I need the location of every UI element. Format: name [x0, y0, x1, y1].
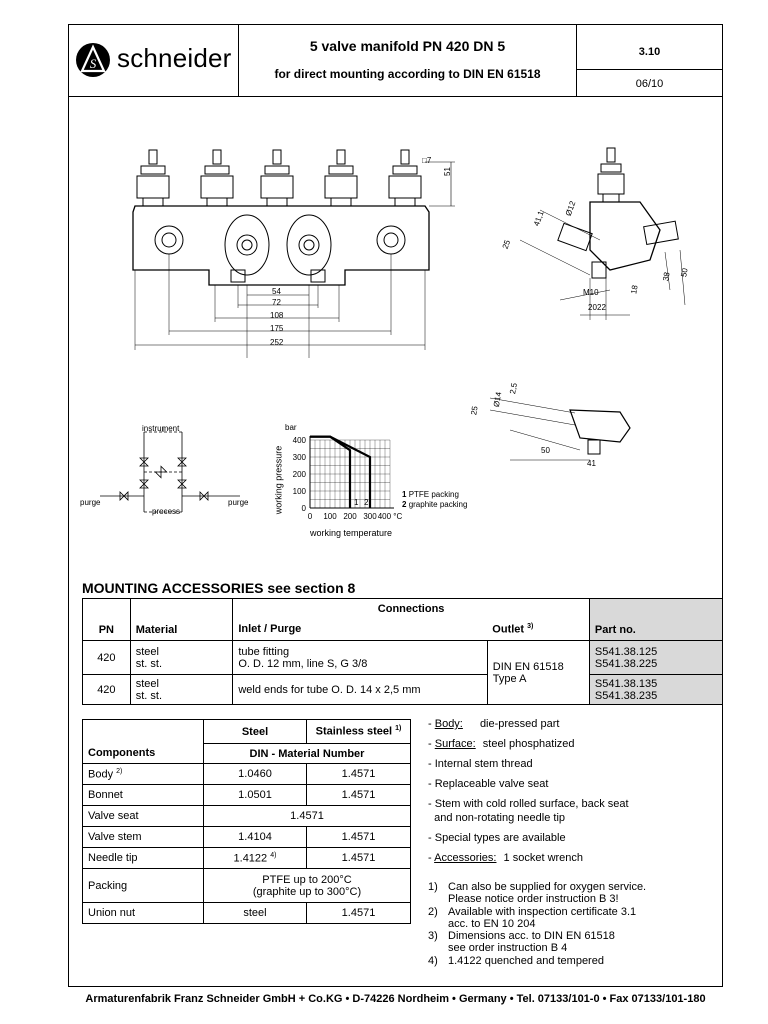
dim-50: 50 [679, 267, 690, 278]
footnote-2-text [448, 906, 636, 931]
mat-body-footnote: 2) [116, 767, 123, 775]
schematic-instrument-label: instrument [142, 424, 180, 433]
chart-curve-label-1: 1 [354, 498, 359, 507]
mat-bonnet-name: Bonnet [83, 785, 204, 806]
mat-nut-ss: 1.4571 [307, 903, 411, 924]
materials-row-body [83, 764, 411, 785]
legend-num-2: 2 [402, 500, 407, 509]
dim-108: 108 [270, 311, 284, 320]
note-accessories-value: 1 socket wrench [503, 852, 584, 864]
mat-nut-steel: steel [204, 903, 307, 924]
title-cell [239, 25, 577, 96]
sheet-number: 3.10 [638, 46, 661, 58]
dim-dia-12: Ø12 [563, 199, 578, 218]
valve-stem-1 [137, 150, 169, 206]
dim-22: 22 [597, 303, 606, 312]
mat-packing-name: Packing [83, 869, 204, 903]
footnotes [428, 881, 723, 967]
footnote-1 [428, 881, 723, 906]
footnote-2-line1: Available with inspection certificate 3.1 [448, 905, 637, 918]
chart-y-tick-label: 0 [301, 504, 306, 513]
materials-components-header: Components [83, 720, 204, 764]
note-valve-seat: - Replaceable valve seat [428, 778, 549, 790]
row1-pn: 420 [83, 641, 131, 675]
dim-54: 54 [272, 287, 281, 296]
chart-curve-label-2: 2 [364, 498, 369, 507]
dim-m10: M10 [583, 288, 599, 297]
note-special-types: - Special types are available [428, 832, 566, 844]
row2-mat-steel: steel [135, 677, 159, 690]
note-stem-surface-line1: Stem with cold rolled surface, back seat [434, 798, 629, 810]
dim-square-7: □7 [422, 156, 432, 165]
schematic-process-label: process [152, 507, 181, 516]
dim-2-5: 2,5 [508, 382, 519, 395]
row1-material [130, 641, 233, 675]
schneider-logo-icon [75, 42, 111, 78]
dim-weld-41: 41 [587, 459, 596, 468]
valve-stem-2 [201, 150, 233, 206]
row1-part-2: S541.38.225 [594, 657, 658, 670]
note-valve-seat-text: Replaceable valve seat [434, 778, 549, 790]
manifold-front-view-drawing [125, 140, 465, 365]
note-body-value: die-pressed part [479, 718, 560, 730]
mat-stem-steel: 1.4104 [204, 827, 307, 848]
row1-part-1: S541.38.125 [594, 645, 658, 658]
row1-inlet [233, 641, 487, 675]
note-stem-thread: - Internal stem thread [428, 758, 533, 770]
legend-entry-ptfe [402, 490, 467, 500]
chart-x-tick-label: 300 [363, 512, 377, 521]
accessories-row-1 [83, 641, 723, 675]
outlet-value-line2: Type A [492, 672, 527, 685]
header-block [68, 24, 723, 97]
schematic-purge-left-label: purge [80, 498, 101, 507]
note-stem-surface: - Stem with cold rolled surface, back seat and non-rotating needle tip [428, 798, 629, 824]
logo-cell [69, 25, 239, 96]
accessories-outlet-value [487, 641, 589, 705]
accessories-inlet-header: Inlet / Purge [233, 619, 487, 641]
mat-nut-name: Union nut [83, 903, 204, 924]
note-stem-thread-text: Internal stem thread [434, 758, 533, 770]
footnote-2-line2: acc. to EN 10 204 [448, 917, 536, 930]
row1-mat-ss: st. st. [135, 657, 163, 670]
footnote-1-num: 1) [428, 881, 438, 893]
svg-text:S: S [89, 56, 97, 71]
footnote-3 [428, 930, 723, 955]
dim-51: 51 [442, 167, 452, 176]
footnote-3-num: 3) [428, 930, 438, 943]
note-body-label: Body: [434, 718, 463, 730]
accessories-connections-header: Connections [233, 599, 590, 619]
chart-x-tick-label: 400 °C [377, 512, 403, 521]
ss-header-footnote: 1) [395, 725, 402, 733]
accessories-pn-header: PN [83, 599, 131, 641]
mat-bonnet-ss: 1.4571 [307, 785, 411, 806]
chart-y-tick-label: 200 [292, 470, 306, 479]
outlet-header-text: Outlet [492, 623, 525, 636]
outlet-header-footnote: 3) [527, 622, 534, 630]
chart-x-tick-label: 100 [323, 512, 337, 521]
footnote-1-line1: Can also be supplied for oxygen service. [448, 881, 647, 893]
mat-needle-ss: 1.4571 [307, 848, 411, 869]
dim-weld-25: 25 [469, 405, 480, 416]
chart-unit-label: bar [285, 423, 297, 432]
materials-steel-header: Steel [204, 720, 307, 744]
sheet-date: 06/10 [635, 78, 664, 90]
row2-part [589, 675, 722, 705]
note-accessories: - Accessories: 1 socket wrench [428, 852, 584, 864]
mat-packing-line1: PTFE up to 200°C [262, 873, 352, 886]
chart-y-tick-label: 100 [292, 487, 306, 496]
chart-legend [402, 490, 467, 510]
legend-entry-graphite [402, 500, 467, 510]
dim-41-1: 41,1 [531, 209, 546, 228]
accessories-part-header: Part no. [589, 599, 722, 641]
footnote-4-line1: 1.4122 quenched and tempered [448, 954, 604, 967]
note-accessories-label: Accessories: [434, 852, 497, 864]
outlet-value-line1: DIN EN 61518 [492, 660, 564, 673]
valve-stem-4 [325, 150, 357, 206]
footnote-1-text [448, 881, 646, 906]
chart-x-tick-label: 200 [343, 512, 357, 521]
materials-din-header: DIN - Material Number [204, 744, 411, 764]
mat-bonnet-steel: 1.0501 [204, 785, 307, 806]
chart-y-tick-label: 400 [292, 436, 306, 445]
legend-text-ptfe: PTFE packing [408, 490, 459, 499]
legend-text-graphite: graphite packing [408, 500, 468, 509]
dim-weld-50: 50 [541, 446, 550, 455]
chart-y-axis-label: working pressure [273, 445, 284, 515]
accessories-table [82, 598, 723, 705]
note-special-types-text: Special types are available [434, 832, 566, 844]
mat-stem-ss: 1.4571 [307, 827, 411, 848]
sheet-divider [577, 69, 722, 70]
legend-num-1: 1 [402, 490, 407, 499]
materials-row-needle-tip [83, 848, 411, 869]
mat-body-ss: 1.4571 [307, 764, 411, 785]
note-surface-label: Surface: [434, 738, 476, 750]
footnote-1-line2: Please notice order instruction B 3! [448, 893, 619, 906]
ss-header-text: Stainless steel [315, 725, 393, 738]
pressure-temperature-chart [268, 420, 408, 540]
mat-body-steel: 1.0460 [204, 764, 307, 785]
materials-row-valve-seat [83, 806, 411, 827]
footnote-4 [428, 955, 723, 967]
valve-stem-3 [261, 150, 293, 206]
note-stem-surface-line2: and non-rotating needle tip [434, 812, 566, 824]
dim-20: 20 [588, 303, 597, 312]
row2-pn: 420 [83, 675, 131, 705]
product-title: 5 valve manifold PN 420 DN 5 [309, 38, 506, 54]
materials-ss-header [307, 720, 411, 744]
accessories-outlet-header [487, 619, 589, 641]
accessories-material-header: Material [130, 599, 233, 641]
row2-material [130, 675, 233, 705]
sheet-cell [577, 25, 722, 96]
footnote-3-line1: Dimensions acc. to DIN EN 61518 [448, 930, 615, 943]
dim-25: 25 [500, 238, 513, 251]
chart-x-tick-label: 0 [307, 512, 313, 521]
accessories-title: MOUNTING ACCESSORIES see section 8 [82, 580, 356, 596]
materials-row-bonnet [83, 785, 411, 806]
mat-body-name-text: Body [88, 768, 114, 781]
dim-175: 175 [270, 324, 284, 333]
footnote-2-num: 2) [428, 905, 438, 918]
materials-row-union-nut [83, 903, 411, 924]
materials-row-valve-stem [83, 827, 411, 848]
row2-part-1: S541.38.135 [594, 677, 658, 690]
mat-needle-footnote: 4) [270, 851, 277, 859]
mat-packing-line2: (graphite up to 300°C) [252, 885, 362, 898]
dim-252: 252 [270, 338, 284, 347]
row1-inlet-line2: O. D. 12 mm, line S, G 3/8 [238, 657, 368, 670]
mat-needle-steel-text: 1.4122 [233, 852, 268, 865]
note-surface: - Surface: steel phosphatized [428, 738, 575, 750]
mat-needle-steel [204, 848, 307, 869]
chart-svg [268, 420, 408, 540]
product-subtitle: for direct mounting according to DIN EN 61518 [274, 67, 541, 81]
mat-seat-name: Valve seat [83, 806, 204, 827]
brand-name: schneider [117, 43, 232, 73]
dim-72: 72 [272, 298, 281, 307]
chart-x-axis-label: working temperature [310, 528, 393, 538]
materials-table [82, 719, 411, 924]
row1-inlet-line1: tube fitting [238, 645, 290, 658]
dim-dia-14: Ø14 [491, 391, 504, 408]
company-footer: Armaturenfabrik Franz Schneider GmbH + Co.KG • D-74226 Nordheim • Germany • Tel. 07133/101-0 • Fax 07133/101-180 [85, 993, 706, 1005]
mat-packing-value [204, 869, 411, 903]
footnote-2 [428, 906, 723, 931]
footnote-3-line2: see order instruction B 4 [448, 942, 568, 955]
chart-y-tick-label: 300 [292, 453, 306, 462]
footnote-4-num: 4) [428, 954, 438, 967]
row1-mat-steel: steel [135, 645, 159, 658]
schematic-purge-right-label: purge [228, 498, 249, 507]
note-body: - Body: die-pressed part [428, 718, 560, 730]
footnote-3-text [448, 930, 615, 955]
dim-18: 18 [629, 284, 640, 295]
dim-38: 38 [661, 271, 672, 282]
row2-part-2: S541.38.235 [594, 689, 658, 702]
accessories-row-2 [83, 675, 723, 705]
row2-inlet: weld ends for tube O. D. 14 x 2,5 mm [233, 675, 487, 705]
row1-part [589, 641, 722, 675]
mat-stem-name: Valve stem [83, 827, 204, 848]
row2-mat-ss: st. st. [135, 689, 163, 702]
mat-needle-name: Needle tip [83, 848, 204, 869]
materials-row-packing [83, 869, 411, 903]
mat-seat-value: 1.4571 [204, 806, 411, 827]
valve-stem-5 [389, 150, 421, 206]
note-surface-value: steel phosphatized [482, 738, 575, 750]
feature-notes [428, 717, 718, 871]
mat-body-name [83, 764, 204, 785]
